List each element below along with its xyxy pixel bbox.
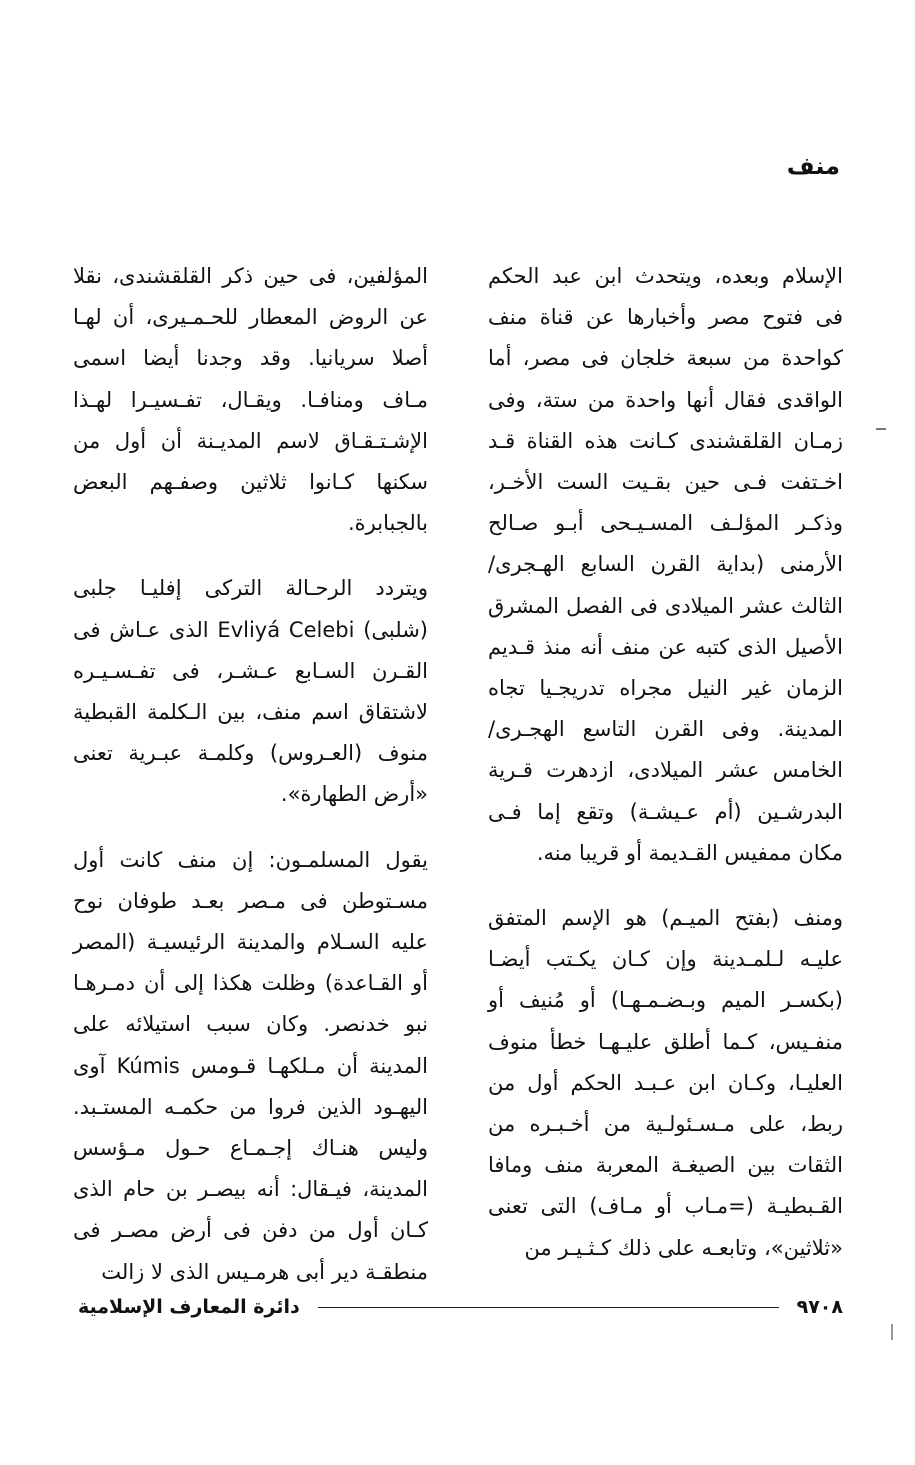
publication-title: دائرة المعارف الإسلامية	[78, 1296, 300, 1318]
scan-margin-mark	[876, 428, 886, 430]
page-footer	[78, 1292, 843, 1322]
right-text-column	[488, 256, 843, 1269]
paragraph: المؤلفين، فى حين ذكر القلقشندى، نقلا عن الروض المعطار للحـمـيرى، أن لهـا أصلا سريانيا. وقد وجدنا أيضا اسمى مـاف ومنافـا. ويقـال، تفـسيـرا لهـذا الإشـتـقـاق لاسم المديـنة أن أول من سكنها كـانوا ثلاثين وصفـهم البعض بالجبابرة.	[73, 264, 428, 536]
left-text-column	[73, 256, 428, 1293]
footer-divider	[318, 1307, 779, 1308]
paragraph: ومنف (بفتح الميـم) هو الإسم المتفق عليـه لـلمـدينة وإن كـان يكـتب أيضـا (بكسـر الميم وبـضـمـهـا) أو مُنيف أو منفـيس، كـما أطلق عليـهـا خطأ منوف العليـا، وكـان ابن عـبـد الحكم أول من ربط، على مـسـئولـية من أخـبـره من الثقات بين الصيغـة المعربة منف ومافا القـبطيـة (=مـاب أو مـاف) التى تعنى «ثلاثين»، وتابعـه على ذلك كـثـيـر من	[488, 906, 843, 1260]
paragraph: ويتردد الرحـالة التركى إفليـا جلبى (شلبى) Evliyá Celebi الذى عـاش فى القـرن السـابع عـشـر، فى تفـسـيـره لاشتقاق اسم منف، بين الـكلمة القبطية منوف (العـروس) وكلمـة عبـرية تعنى «أرض الطهارة».	[73, 576, 428, 807]
page-number: ٩٧٠٨	[796, 1296, 843, 1318]
paragraph: يقول المسلمـون: إن منف كانت أول مسـتوطن فى مـصر بعـد طوفان نوح عليه السـلام والمدينة الرئيسيـة (المصر أو القـاعدة) وظلت هكذا إلى أن دمـرهـا نبو خدنصر. وكان سبب استيلائه على المدينة أن مـلكهـا قـومس Kúmis آوى اليهـود الذين فروا من حكمـه المستـبد. وليس هنـاك إجـمـاع حـول مـؤسس المدينة، فيـقال: أنه بيصـر بن حام الذى كـان أول من دفن فى أرض مصـر فى منطقـة دير أبى هرمـيس الذى لا زالت	[73, 847, 428, 1284]
page-running-header: منف	[786, 152, 840, 180]
scan-margin-mark	[891, 1324, 893, 1340]
paragraph: الإسلام وبعده، ويتحدث ابن عبد الحكم فى فتوح مصر وأخبارها عن قناة منف كواحدة من سبعة خلجان فى مصر، أما الواقدى فقال أنها واحدة من ستة، وفى زمـان القلقشندى كـانت هذه القناة قـد اخـتفت فـى حين بقـيت الست الأخـر، وذكـر المؤلـف المسـيـحى أبـو صـالح الأرمنى (بداية القرن السابع الهـجرى/ الثالث عشر الميلادى فى الفصل المشرق الأصيل الذى كتبه عن منف أنه منذ قـديم الزمان غير النيل مجراه تدريجـيا تجاه المدينة. وفى القرن التاسع الهجـرى/ الخامس عشر الميلادى، ازدهرت قـرية البدرشـين (أم عـيشـة) وتقع إما فـى مكان ممفيس القـديمة أو قريبا منه.	[488, 264, 843, 865]
